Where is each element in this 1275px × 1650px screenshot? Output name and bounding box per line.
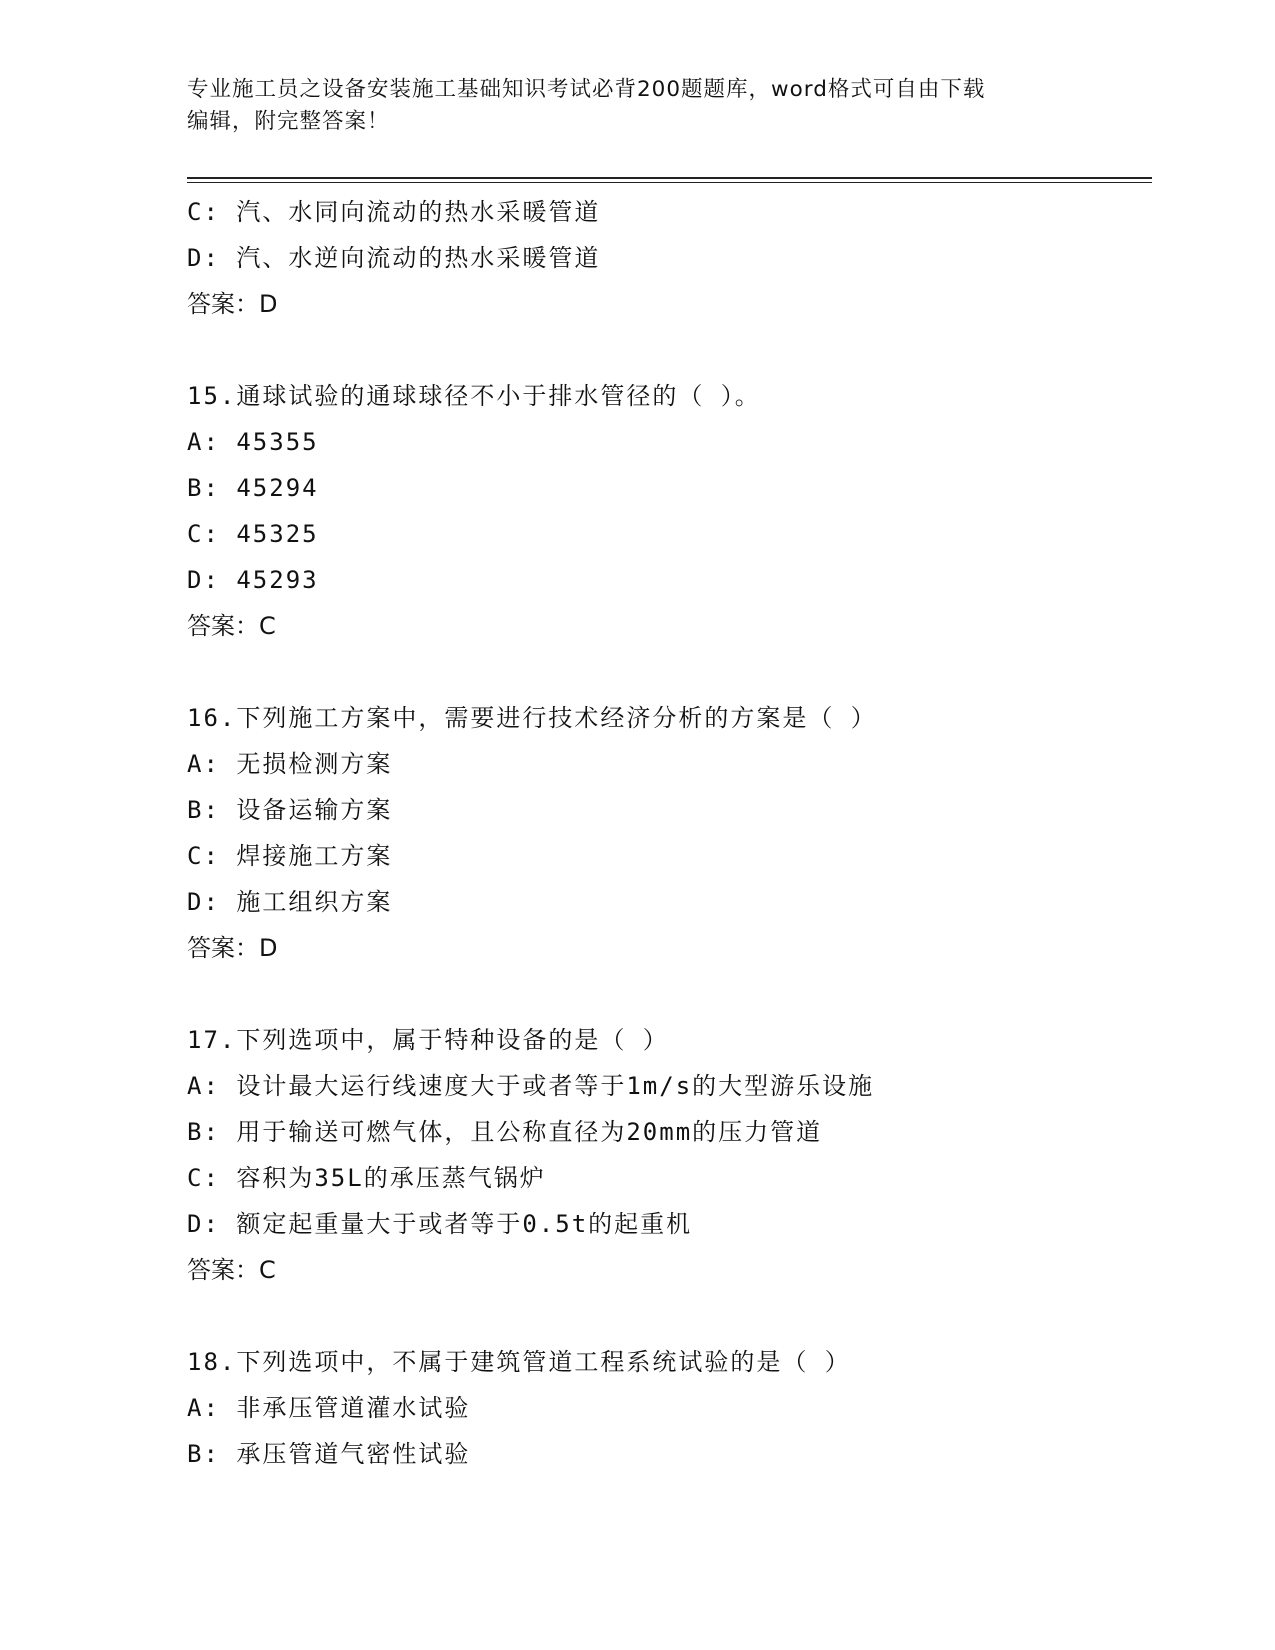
spacer [187,971,1152,1017]
option-a: A: 设计最大运行线速度大于或者等于1m/s的大型游乐设施 [187,1072,875,1100]
question-block-16 [187,695,1152,971]
answer-line: 答案：D [187,290,278,318]
option-c: C: 焊接施工方案 [187,842,393,870]
option-a: A: 非承压管道灌水试验 [187,1394,471,1422]
answer-line: 答案：C [187,1256,276,1284]
question-block-prev [187,189,1152,327]
option-c: C: 汽、水同向流动的热水采暖管道 [187,198,601,226]
header-divider-thin [187,182,1152,183]
option-d: D: 施工组织方案 [187,888,393,916]
option-a: A: 无损检测方案 [187,750,393,778]
question-block-15 [187,373,1152,649]
spacer [187,649,1152,695]
option-d: D: 额定起重量大于或者等于0.5t的起重机 [187,1210,693,1238]
spacer [187,327,1152,373]
document-header [187,74,1087,138]
answer-line: 答案：D [187,934,278,962]
header-line-1: 专业施工员之设备安装施工基础知识考试必背200题题库，word格式可自由下载 [187,77,986,102]
option-b: B: 用于输送可燃气体，且公称直径为20mm的压力管道 [187,1118,823,1146]
question-text: 15.通球试验的通球球径不小于排水管径的（ ）。 [187,382,761,410]
option-c: C: 45325 [187,520,319,548]
spacer [187,1293,1152,1339]
question-block-18 [187,1339,1152,1477]
option-a: A: 45355 [187,428,319,456]
option-d: D: 汽、水逆向流动的热水采暖管道 [187,244,601,272]
question-block-17 [187,1017,1152,1293]
answer-line: 答案：C [187,612,276,640]
option-d: D: 45293 [187,566,319,594]
option-b: B: 承压管道气密性试验 [187,1440,471,1468]
header-divider-thick [187,177,1152,179]
question-text: 18.下列选项中，不属于建筑管道工程系统试验的是（ ） [187,1348,851,1376]
option-c: C: 容积为35L的承压蒸气锅炉 [187,1164,546,1192]
question-text: 16.下列施工方案中，需要进行技术经济分析的方案是（ ） [187,704,877,732]
question-list [187,189,1152,1477]
option-b: B: 45294 [187,474,319,502]
question-text: 17.下列选项中，属于特种设备的是（ ） [187,1026,669,1054]
option-b: B: 设备运输方案 [187,796,393,824]
header-line-2: 编辑，附完整答案！ [187,109,390,134]
